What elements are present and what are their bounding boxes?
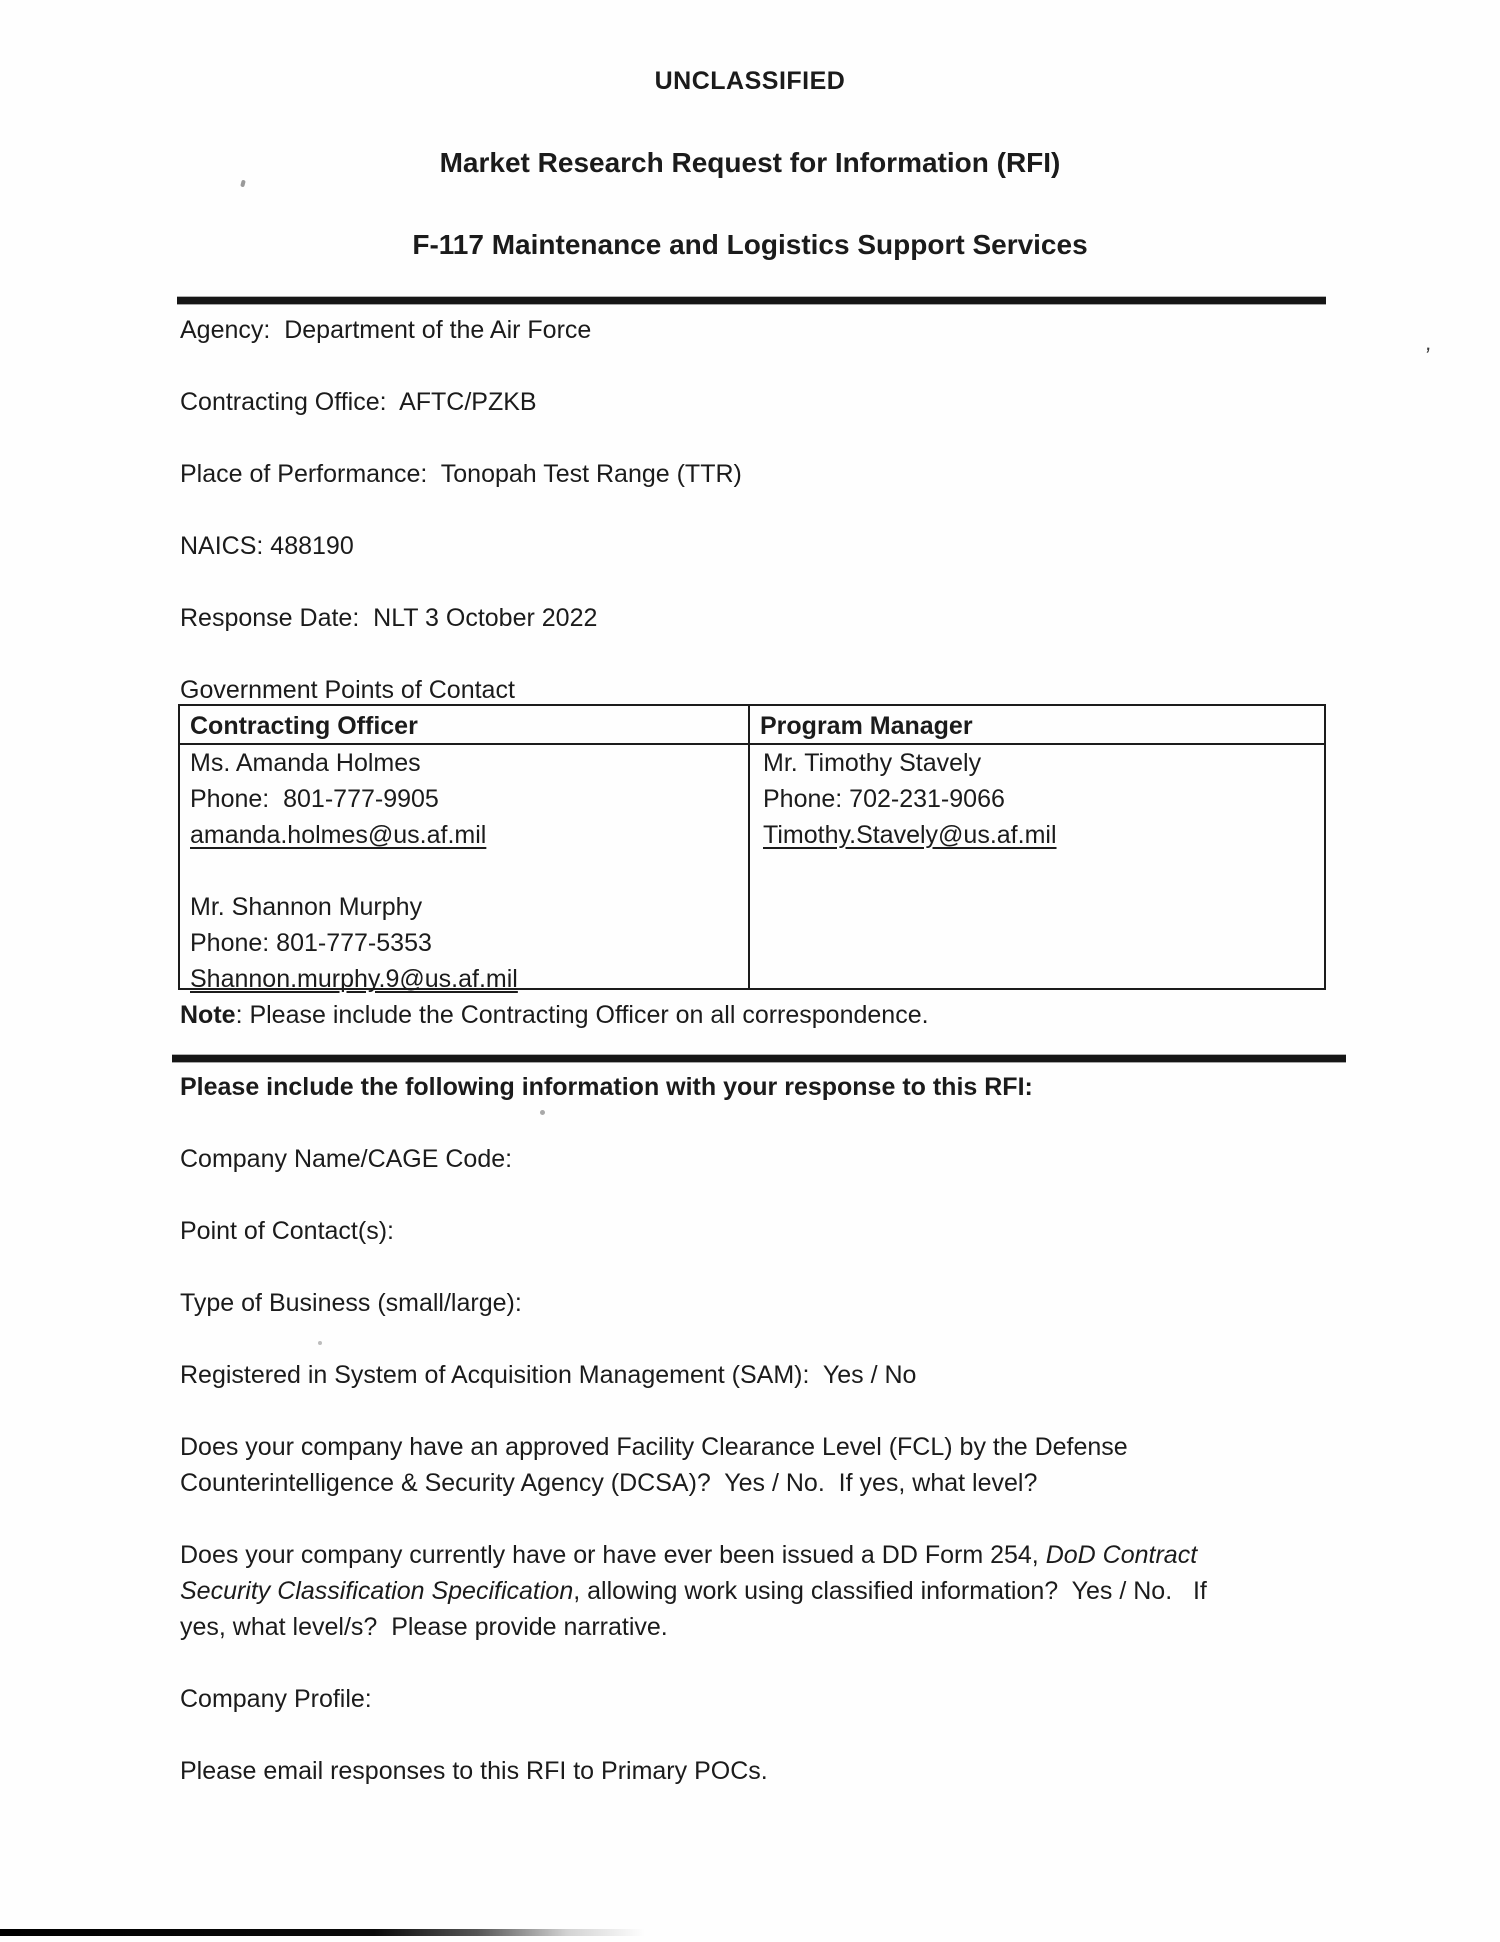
- scan-speck: [318, 1341, 322, 1345]
- fcl-question-line-2: Counterintelligence & Security Agency (DCSA)? Yes / No. If yes, what level?: [180, 1469, 1038, 1497]
- contacts-table-body-row: [180, 745, 1324, 993]
- naics-line: NAICS: 488190: [180, 532, 354, 560]
- classification-banner: UNCLASSIFIED: [654, 67, 846, 95]
- contracting-officer-name-1: Ms. Amanda Holmes: [190, 749, 421, 777]
- program-manager-header: Program Manager: [760, 712, 973, 740]
- point-of-contact-prompt: Point of Contact(s):: [180, 1217, 394, 1245]
- contacts-table-header-row: [180, 706, 1324, 745]
- contracting-office-line: Contracting Office: AFTC/PZKB: [180, 388, 537, 416]
- contracting-officer-header: Contracting Officer: [180, 706, 750, 743]
- agency-line: Agency: Department of the Air Force: [180, 316, 592, 344]
- note-text: : Please include the Contracting Officer on all correspondence.: [235, 1001, 929, 1029]
- program-manager-phone: Phone: 702-231-9066: [763, 785, 1005, 813]
- dd254-question-line-3: yes, what level/s? Please provide narrative.: [180, 1613, 668, 1641]
- document-subtitle: F-117 Maintenance and Logistics Support Services: [412, 229, 1088, 260]
- dd254-line2-italic: Security Classification Specification: [180, 1577, 574, 1605]
- note-line: [180, 997, 929, 1033]
- dd254-question: [180, 1537, 1410, 1645]
- dd254-question-line-1: [180, 1537, 1410, 1573]
- points-of-contact-heading: Government Points of Contact: [180, 676, 515, 704]
- company-profile-prompt: Company Profile:: [180, 1685, 372, 1713]
- fcl-question-line-1: Does your company have an approved Facility Clearance Level (FCL) by the Defense: [180, 1433, 1128, 1461]
- scan-speck-comma: ,: [1424, 329, 1434, 356]
- contracting-officer-phone-2: Phone: 801-777-5353: [190, 929, 432, 957]
- company-name-prompt: Company Name/CAGE Code:: [180, 1145, 513, 1173]
- dd254-line1-regular: Does your company currently have or have ever been issued a DD Form 254,: [180, 1541, 1046, 1569]
- response-requirements-section: [180, 1069, 1410, 1825]
- horizontal-rule-top: [177, 297, 1326, 304]
- contracting-officer-phone-1: Phone: 801-777-9905: [190, 785, 439, 813]
- program-manager-name: Mr. Timothy Stavely: [763, 749, 982, 777]
- scan-speck: [240, 180, 246, 188]
- email-link: Timothy.Stavely@us.af.mil: [763, 821, 1057, 849]
- email-instruction-line: Please email responses to this RFI to Primary POCs.: [180, 1757, 768, 1785]
- rfi-details-section: [180, 312, 1360, 744]
- horizontal-rule-middle: [172, 1055, 1346, 1062]
- sam-registration-prompt: Registered in System of Acquisition Management (SAM): Yes / No: [180, 1361, 917, 1389]
- email-link: amanda.holmes@us.af.mil: [190, 821, 487, 849]
- document-title: Market Research Request for Information (RFI): [439, 147, 1061, 178]
- blank-line: [190, 853, 748, 889]
- place-of-performance-line: Place of Performance: Tonopah Test Range (TTR): [180, 460, 742, 488]
- response-section-heading: Please include the following information with your response to this RFI:: [180, 1073, 1033, 1101]
- business-type-prompt: Type of Business (small/large):: [180, 1289, 522, 1317]
- note-label: Note: [180, 1001, 236, 1029]
- fcl-question: [180, 1429, 1410, 1501]
- dd254-line1-italic: DoD Contract: [1045, 1541, 1198, 1569]
- response-date-line: Response Date: NLT 3 October 2022: [180, 604, 598, 632]
- program-manager-cell: [750, 745, 1324, 990]
- scan-speck: [540, 1110, 545, 1115]
- government-contacts-table: [178, 704, 1326, 993]
- contracting-officer-cell: [180, 745, 750, 993]
- dd254-question-line-2: [180, 1573, 1410, 1609]
- dd254-line2-regular: , allowing work using classified information? Yes / No. If: [573, 1577, 1207, 1605]
- email-link: Shannon.murphy.9@us.af.mil: [190, 965, 518, 993]
- contracting-officer-name-2: Mr. Shannon Murphy: [190, 893, 423, 921]
- page-bottom-scan-edge: [0, 1929, 645, 1936]
